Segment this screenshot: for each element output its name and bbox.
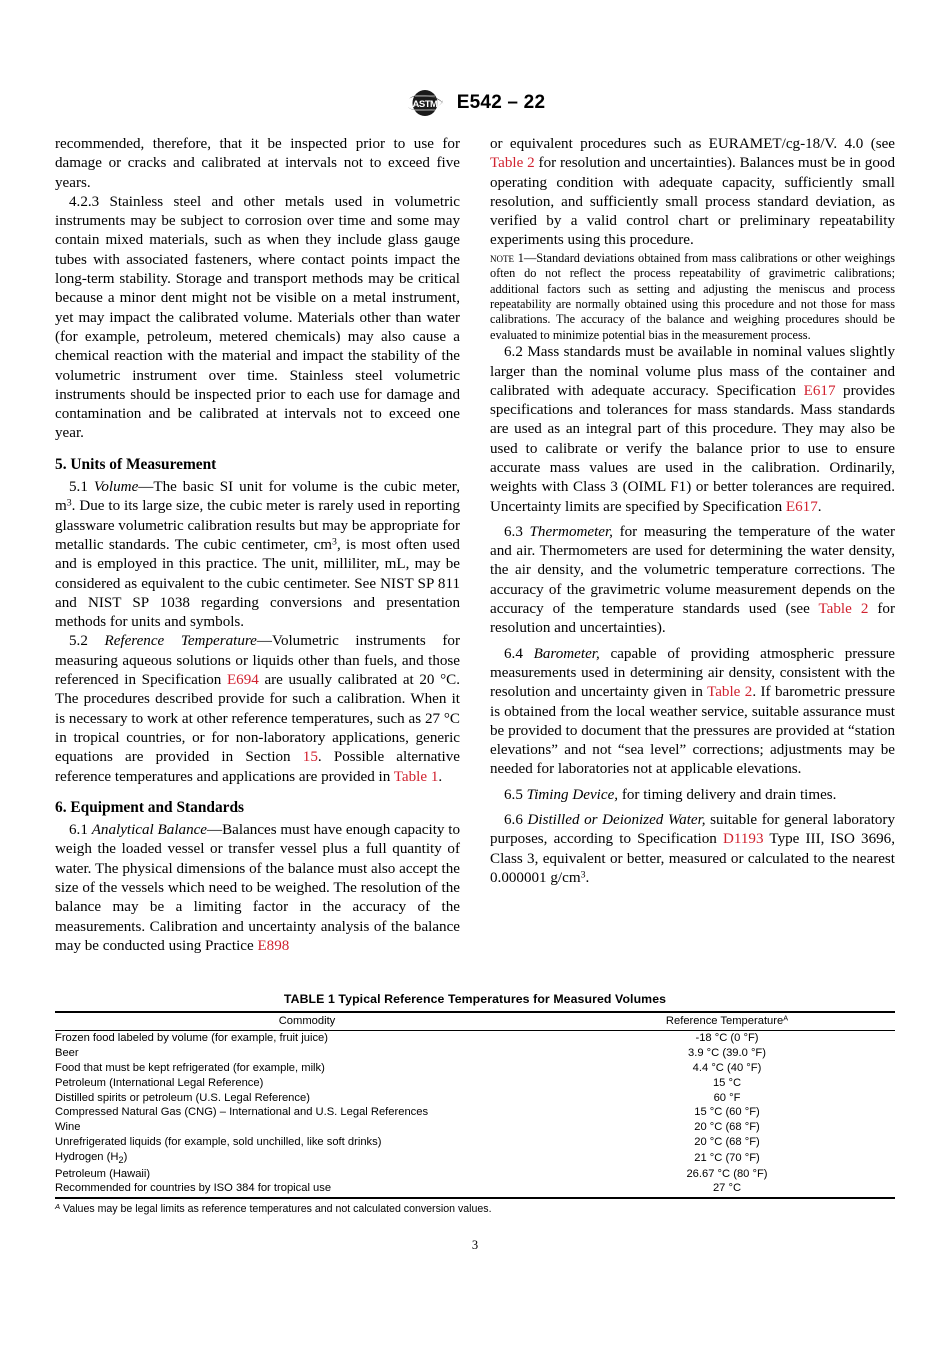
paragraph-term: Thermometer,	[529, 523, 613, 540]
table-1-footnote	[55, 1199, 895, 1215]
cell-commodity: Compressed Natural Gas (CNG) – International and U.S. Legal References	[55, 1106, 429, 1119]
table-row	[55, 1031, 895, 1046]
table-1-title: TABLE 1 Typical Reference Temperatures for Measured Volumes	[283, 992, 667, 1006]
paragraph-text: for timing delivery and drain times.	[618, 786, 837, 803]
subscript: 2	[118, 1154, 124, 1165]
paragraph-text: capable of providing atmospheric pressure measurements used in determining air density, consistent with the resolution and uncertainty given in	[490, 645, 896, 701]
cell-reference-temperature: 27 °C	[559, 1181, 895, 1198]
paragraph-number: 6.5	[504, 786, 523, 803]
paragraph-number: 6.2	[504, 344, 523, 361]
table-row	[55, 1134, 895, 1149]
table-row	[55, 1149, 895, 1166]
cell-commodity: Petroleum (Hawaii)	[55, 1167, 151, 1180]
note-label: note 1	[490, 250, 524, 265]
paragraph-text: or equivalent procedures such as EURAMET/cg-18/V. 4.0 (see	[490, 136, 895, 152]
paragraph-6-3	[490, 523, 895, 639]
paragraph-text: Stainless steel and other metals used in volumetric instruments may be subject to corrosion over time and some may contain mixed materials, such as when they include glass gauge tubes with associated fasteners, where contact points impact the long-term stability. Storage and transport methods may be critical because a minor dent might not be visible on a metal instrument, yet may impact the calibrated volume. Materials other than water (for example, petroleum, metered chemicals) may also cause a chemical reaction with the material and impact the stability of the volumetric instrument over time. Stainless steel volumetric instruments should be inspected prior to each use for damage and contamination and be calibrated at intervals not to exceed one year.	[55, 193, 460, 442]
footnote-text: Values may be legal limits as reference temperatures and not calculated conversion values.	[60, 1203, 492, 1216]
cell-commodity: Recommended for countries by ISO 384 for tropical use	[55, 1181, 559, 1198]
link-e898[interactable]: E898	[257, 937, 290, 954]
paragraph-number: 5.2	[69, 633, 88, 650]
paragraph-6-1-continued	[490, 135, 895, 251]
paragraph-text: .	[438, 768, 443, 785]
paragraph-text: suitable for general laboratory purposes, according to Specification	[490, 812, 896, 848]
table-row	[55, 1061, 895, 1076]
link-table-2[interactable]: Table 2	[490, 155, 535, 172]
cell-commodity: Unrefrigerated liquids (for example, sold unchilled, like soft drinks)	[55, 1135, 382, 1148]
paragraph-text: Mass standards must be available in nominal values slightly larger than the nominal volume plus mass of the container and calibrated with adequate accuracy. Specification	[490, 344, 895, 399]
table-1-body	[55, 1031, 895, 1199]
cell-commodity: Beer	[55, 1047, 79, 1060]
paragraph-5-2	[55, 632, 460, 786]
footnote-marker-a: A	[55, 1202, 61, 1212]
paragraph-5-1	[55, 478, 460, 632]
cell-commodity: Food that must be kept refrigerated (for example, milk)	[55, 1061, 325, 1074]
cell-reference-temperature: 26.67 °C (80 °F)	[686, 1167, 768, 1180]
superscript-3: 3	[66, 497, 72, 509]
paragraph-text: recommended, therefore, that it be inspected prior to use for damage or cracks and calibrated at intervals not to exceed five years.	[55, 136, 460, 191]
column-header-commodity: Commodity	[55, 1012, 559, 1031]
paragraph-text: are usually calibrated at 20 °C. The procedures described provide for such a calibration. When it is necessary to work at other reference temperatures, such as 27 °C in tropical countries, or for non-laboratory applications, generic equations are provided in Section	[55, 672, 460, 766]
paragraph-term: Reference Temperature	[104, 633, 257, 650]
paragraph-text: for resolution and uncertainties). Balances must be in good operating condition with adequate capacity, sufficiently small resolution, and sufficiently small process standard deviation, as verified by a valid control chart or preliminary repeatability experiments using this procedure.	[490, 155, 895, 249]
paragraph-term: Timing Device,	[526, 786, 619, 803]
table-row	[55, 1120, 895, 1135]
footnote-marker-a: A	[783, 1013, 789, 1023]
left-column	[55, 135, 460, 956]
table-row	[55, 1105, 895, 1120]
link-section-15[interactable]: 15	[302, 749, 318, 766]
column-header-label: Reference Temperature	[665, 1015, 784, 1027]
link-table-2[interactable]: Table 2	[707, 684, 753, 701]
cell-commodity: Wine	[55, 1121, 81, 1134]
page-number: 3	[471, 1238, 479, 1252]
cell-commodity: Frozen food labeled by volume (for example, fruit juice)	[55, 1032, 328, 1045]
note-1	[490, 251, 895, 343]
table-row	[55, 1090, 895, 1105]
paragraph-6-4	[490, 645, 895, 780]
paragraph-text: .	[585, 869, 590, 886]
paragraph-4-2-2-continued	[55, 135, 460, 193]
link-d1193[interactable]: D1193	[722, 831, 764, 848]
right-column	[490, 135, 895, 956]
svg-text:ASTM: ASTM	[412, 99, 438, 110]
superscript-3: 3	[580, 869, 586, 881]
paragraph-text: for measuring the temperature of the water and air. Thermometers are used for determining the water density, the air density, and the volumetric temperature corrections. The accuracy of the gravimetric volume measurement depends on the accuracy of the temperature standards used (see	[490, 523, 895, 618]
link-table-1[interactable]: Table 1	[393, 768, 439, 785]
paragraph-term: Volume	[93, 479, 139, 496]
cell-reference-temperature: 20 °C (68 °F)	[694, 1121, 760, 1134]
cell-reference-temperature: 15 °C (60 °F)	[694, 1106, 760, 1119]
table-row	[55, 1075, 895, 1090]
paragraph-6-5	[490, 786, 895, 805]
link-e617[interactable]: E617	[803, 382, 836, 399]
link-e617[interactable]: E617	[785, 498, 818, 515]
paragraph-text: —The basic SI unit for volume is the cubic meter, m	[55, 479, 460, 515]
paragraph-number: 6.3	[504, 523, 523, 540]
page-header	[0, 88, 950, 118]
superscript-3: 3	[332, 536, 337, 548]
paragraph-text: .	[817, 498, 822, 515]
section-heading-5: 5. Units of Measurement	[55, 455, 217, 473]
paragraph-text: . If barometric pressure is obtained from the local weather service, suitable assurance must be provided to document that the pressures are provided at “station elevations” and not “sea level” corrections; adjustments may be needed for laboratories not at applicable elevations.	[490, 684, 896, 778]
cell-reference-temperature: 20 °C (68 °F)	[694, 1135, 760, 1148]
paragraph-4-2-3	[55, 193, 460, 444]
paragraph-text: Type III, ISO 3696, Class 3, equivalent or better, measured or calculated to the nearest 0.000001 g/cm	[490, 831, 895, 886]
cell-commodity: Distilled spirits or petroleum (U.S. Legal Reference)	[55, 1091, 310, 1104]
section-heading-6: 6. Equipment and Standards	[55, 798, 245, 816]
link-e694[interactable]: E694	[226, 672, 259, 689]
paragraph-text: —Volumetric instruments for measuring aqueous solutions or liquids other than fuels, and those referenced in Specification	[55, 633, 461, 689]
paragraph-text: . Possible alternative reference temperatures and applications are provided in	[55, 749, 460, 785]
paragraph-text: for resolution and uncertainties).	[490, 601, 896, 637]
paragraph-number: 5.1	[69, 479, 88, 496]
cell-commodity: Petroleum (International Legal Reference)	[55, 1076, 264, 1089]
paragraph-6-2	[490, 343, 895, 517]
table-row	[55, 1181, 895, 1198]
table-1	[55, 1011, 895, 1199]
table-1-container	[55, 992, 895, 1215]
paragraph-text: —Balances must have enough capacity to weigh the loaded vessel or transfer vessel plus a full quantity of water. The physical dimensions of the balance must also accept the size of the vessels which need to be weighed. The resolution of the balance may be a limiting factor in the accuracy of the measurements. Calibration and uncertainty analysis of the balance may be conducted using Practice	[55, 822, 460, 954]
document-designation: E542 – 22	[456, 92, 546, 113]
paragraph-6-6	[490, 811, 895, 888]
paragraph-number: 6.4	[504, 645, 523, 662]
body-columns	[55, 135, 895, 956]
table-header-row	[55, 1012, 895, 1031]
paragraph-term: Analytical Balance	[91, 822, 208, 839]
cell-reference-temperature: 21 °C (70 °F)	[694, 1151, 760, 1164]
paragraph-term: Distilled or Deionized Water,	[527, 812, 706, 829]
astm-logo-icon	[405, 88, 447, 118]
table-1-head	[55, 1012, 895, 1031]
paragraph-number: 6.6	[504, 812, 523, 829]
paragraph-text: , is most often used and is employed in this practice. The unit, milliliter, mL, may be considered as equivalent to the cubic centimeter. See NIST SP 811 and NIST SP 1038 regarding conversions and presentation methods for units and symbols.	[55, 536, 460, 631]
cell-reference-temperature: 15 °C	[712, 1076, 742, 1089]
paragraph-term: Barometer,	[533, 645, 600, 662]
cell-reference-temperature: 4.4 °C (40 °F)	[692, 1061, 762, 1074]
cell-commodity: Hydrogen $(H_2)$	[55, 1150, 128, 1165]
link-table-2[interactable]: Table 2	[818, 601, 869, 618]
paragraph-text: . Due to its large size, the cubic meter is rarely used in reporting glassware volumetric calibration results but may be appropriate for metallic standards. The cubic centimeter, cm	[55, 498, 460, 553]
table-row	[55, 1046, 895, 1061]
paragraph-number: 6.1	[69, 822, 88, 839]
cell-reference-temperature: -18 °C (0 °F)	[695, 1032, 759, 1045]
paragraph-text: provides specifications and tolerances for mass standards. Mass standards are used as an integral part of this procedure. They may also be used to calibrate or verify the balance prior to use to ensure accurate mass values are used in the calibration. Ordinarily, weights with Class 3 (OIML F1) or better tolerances are required. Uncertainty limits are specified by Specification	[490, 382, 896, 515]
column-header-reference-temperature	[559, 1012, 895, 1031]
table-row	[55, 1166, 895, 1181]
cell-reference-temperature: 3.9 °C (39.0 °F)	[688, 1047, 766, 1060]
paragraph-number: 4.2.3	[69, 193, 100, 210]
cell-reference-temperature: 60 °F	[713, 1091, 741, 1104]
note-text: —Standard deviations obtained from mass calibrations or other weighings often do not reflect the process repeatability of gravimetric calibrations; additional factors such as setting and adjusting the meniscus and process repeatability are normally obtained using this procedure and not those for mass calibrations. The accuracy of the balance and weighing procedures should be evaluated to minimize potential bias in the measurement process.	[490, 250, 896, 342]
paragraph-6-1	[55, 821, 460, 956]
